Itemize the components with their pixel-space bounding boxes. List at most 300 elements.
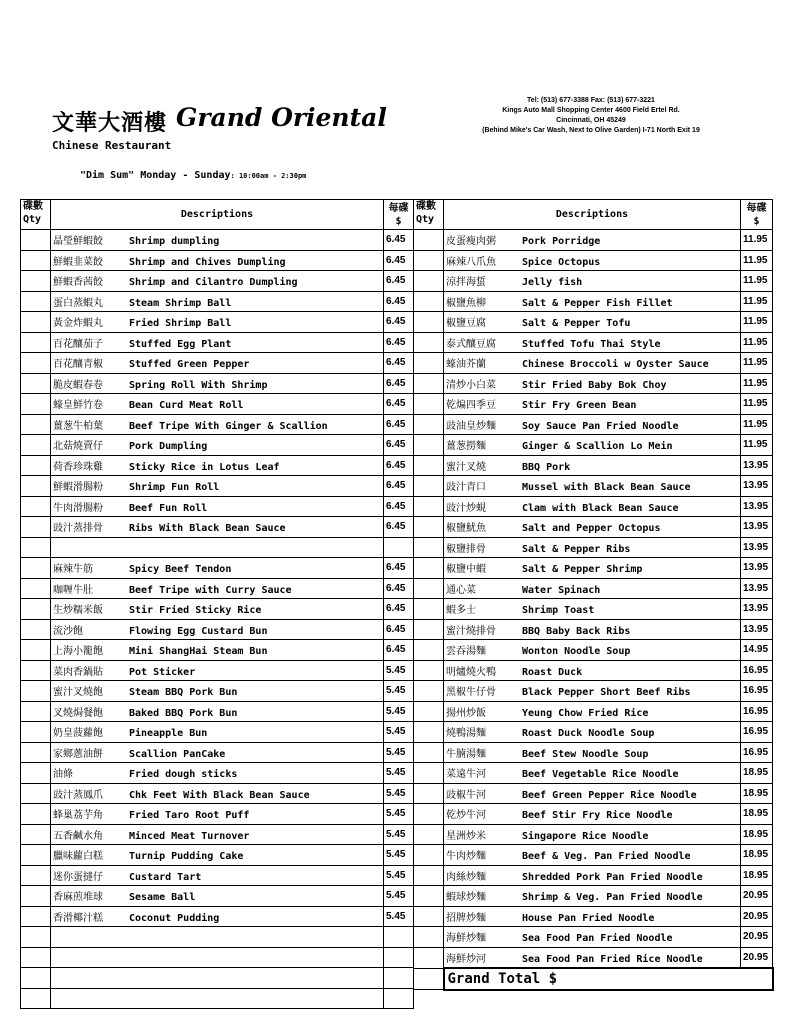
qty-cell[interactable] <box>21 353 51 374</box>
item-name-english: Baked BBQ Pork Bun <box>129 707 238 719</box>
description-cell <box>51 660 384 681</box>
price-cell: 6.45 <box>384 353 414 374</box>
item-name-english: Stir Fry Green Bean <box>522 400 637 412</box>
price-cell: 13.95 <box>741 558 773 579</box>
qty-cell[interactable] <box>414 373 444 394</box>
qty-cell[interactable] <box>414 312 444 333</box>
item-name-english: Mussel with Black Bean Sauce <box>522 482 691 494</box>
menu-item-row <box>21 558 414 579</box>
price-cell: 6.45 <box>384 517 414 538</box>
item-name-chinese: 香麻煎堆球 <box>53 892 103 904</box>
item-name-english: Salt & Pepper Ribs <box>522 543 631 555</box>
item-name-english: Coconut Pudding <box>129 912 220 924</box>
item-name-chinese: 生炒糯米飯 <box>53 605 103 617</box>
description-cell <box>444 394 741 415</box>
qty-cell[interactable] <box>414 496 444 517</box>
menu-item-row <box>21 865 414 886</box>
item-name-english: Spring Roll With Shrimp <box>129 379 268 391</box>
menu-item-row <box>21 783 414 804</box>
description-cell <box>51 619 384 640</box>
qty-cell[interactable] <box>21 701 51 722</box>
item-name-chinese: 黃金炸蝦丸 <box>53 318 103 330</box>
price-cell: 13.95 <box>741 517 773 538</box>
qty-cell[interactable] <box>414 250 444 271</box>
contact-info <box>455 96 727 136</box>
qty-cell[interactable] <box>21 271 51 292</box>
menu-item-row <box>21 312 414 333</box>
price-cell: 6.45 <box>384 230 414 251</box>
item-name-english: Shrimp dumpling <box>129 236 220 248</box>
qty-header-cn: 碟數 <box>416 201 436 212</box>
qty-cell[interactable] <box>414 291 444 312</box>
item-name-chinese: 海鮮炒河 <box>446 953 486 965</box>
qty-cell[interactable] <box>414 578 444 599</box>
price-cell: 11.95 <box>741 291 773 312</box>
price-cell: 6.45 <box>384 619 414 640</box>
description-cell <box>51 804 384 825</box>
menu-item-row <box>21 414 414 435</box>
qty-cell[interactable] <box>21 517 51 538</box>
item-name-chinese: 椒鹽豆腐 <box>446 318 486 330</box>
qty-cell[interactable] <box>414 558 444 579</box>
item-name-english: Stuffed Egg Plant <box>129 338 232 350</box>
description-cell <box>444 435 741 456</box>
item-name-english: Pork Dumpling <box>129 441 208 453</box>
price-cell: 11.95 <box>741 250 773 271</box>
description-cell <box>51 640 384 661</box>
price-cell: 5.45 <box>384 886 414 907</box>
menu-item-row <box>414 250 773 271</box>
price-cell: 5.45 <box>384 804 414 825</box>
item-name-chinese: 雲吞湯麵 <box>446 646 486 658</box>
qty-cell[interactable] <box>21 783 51 804</box>
price-cell: 13.95 <box>741 476 773 497</box>
description-cell <box>444 476 741 497</box>
price-cell: 14.95 <box>741 640 773 661</box>
description-cell <box>51 332 384 353</box>
item-name-chinese: 蝦多士 <box>446 605 476 617</box>
item-name-chinese: 通心菜 <box>446 584 476 596</box>
price-cell: 11.95 <box>741 373 773 394</box>
item-name-english: Pineapple Bun <box>129 728 208 740</box>
description-cell <box>51 230 384 251</box>
qty-cell[interactable] <box>21 476 51 497</box>
description-cell <box>444 865 741 886</box>
price-cell: 16.95 <box>741 701 773 722</box>
description-cell <box>51 353 384 374</box>
qty-cell[interactable] <box>414 537 444 558</box>
item-name-chinese: 豉汁炒蜆 <box>446 502 486 514</box>
contact-address: Kings Auto Mall Shopping Center 4600 Field Ertel Rd. <box>502 107 680 114</box>
menu-item-row <box>414 271 773 292</box>
qty-cell[interactable] <box>21 250 51 271</box>
item-name-chinese: 蛋白蒸蝦丸 <box>53 297 103 309</box>
item-name-english: Jelly fish <box>522 277 583 289</box>
menu-item-row <box>21 537 414 558</box>
menu-item-row <box>414 865 773 886</box>
qty-cell[interactable] <box>21 927 51 948</box>
description-cell <box>444 947 741 968</box>
item-name-english: Yeung Chow Fried Rice <box>522 707 649 719</box>
menu-item-row <box>21 353 414 374</box>
menu-item-row <box>414 312 773 333</box>
item-name-english: Fried Taro Root Puff <box>129 810 250 822</box>
descriptions-header: Descriptions <box>444 200 741 230</box>
item-name-english: Ginger & Scallion Lo Mein <box>522 441 673 453</box>
item-name-chinese: 蝦球炒麵 <box>446 892 486 904</box>
item-name-chinese: 上海小籠飽 <box>53 646 103 658</box>
price-header-cn: 每碟 <box>746 202 767 214</box>
item-name-english: Roast Duck <box>522 666 583 678</box>
qty-cell[interactable] <box>414 701 444 722</box>
price-cell: 5.45 <box>384 783 414 804</box>
menu-item-row <box>414 435 773 456</box>
item-name-english: Fried dough sticks <box>129 769 238 781</box>
item-name-chinese: 菜遠牛河 <box>446 769 486 781</box>
qty-cell[interactable] <box>414 927 444 948</box>
item-name-english: Sea Food Pan Fried Rice Noodle <box>522 953 703 965</box>
menu-item-row <box>414 599 773 620</box>
description-cell <box>444 312 741 333</box>
price-cell: 18.95 <box>741 845 773 866</box>
description-cell <box>444 906 741 927</box>
item-name-chinese: 蠔皇鮮竹卷 <box>53 400 103 412</box>
description-cell <box>444 886 741 907</box>
item-name-chinese: 牛肉炒麵 <box>446 851 486 863</box>
item-name-english: Sea Food Pan Fried Noodle <box>522 933 673 945</box>
description-cell <box>51 312 384 333</box>
qty-cell[interactable] <box>21 578 51 599</box>
price-cell <box>384 947 414 968</box>
menu-item-row <box>414 332 773 353</box>
qty-cell[interactable] <box>21 496 51 517</box>
description-cell <box>51 455 384 476</box>
menu-item-row <box>414 804 773 825</box>
item-name-english: Salt & Pepper Shrimp <box>522 564 643 576</box>
price-cell: 6.45 <box>384 640 414 661</box>
qty-cell[interactable] <box>21 435 51 456</box>
item-name-english: Clam with Black Bean Sauce <box>522 502 679 514</box>
description-cell <box>51 496 384 517</box>
qty-cell[interactable] <box>414 906 444 927</box>
item-name-english: Shrimp Fun Roll <box>129 482 220 494</box>
item-name-english: Ribs With Black Bean Sauce <box>129 523 286 535</box>
menu-item-row <box>414 558 773 579</box>
menu-item-row <box>21 845 414 866</box>
qty-cell[interactable] <box>21 230 51 251</box>
price-cell: 5.45 <box>384 701 414 722</box>
qty-cell[interactable] <box>21 558 51 579</box>
item-name-english: Pork Porridge <box>522 236 601 248</box>
price-cell: 5.45 <box>384 742 414 763</box>
price-cell: 20.95 <box>741 886 773 907</box>
item-name-english: Steam BBQ Pork Bun <box>129 687 238 699</box>
qty-cell[interactable] <box>21 845 51 866</box>
description-cell <box>444 763 741 784</box>
item-name-chinese: 蜜汁燒排骨 <box>446 625 496 637</box>
description-cell <box>51 271 384 292</box>
qty-cell[interactable] <box>414 660 444 681</box>
item-name-chinese: 皮蛋瘦肉粥 <box>446 236 496 248</box>
menu-item-row <box>21 947 414 968</box>
item-name-english: Stuffed Tofu Thai Style <box>522 338 661 350</box>
price-cell: 5.45 <box>384 906 414 927</box>
price-cell: 6.45 <box>384 394 414 415</box>
price-cell: 11.95 <box>741 332 773 353</box>
menu-item-row <box>414 517 773 538</box>
qty-cell[interactable] <box>21 804 51 825</box>
price-cell: 18.95 <box>741 763 773 784</box>
menu-item-row <box>21 476 414 497</box>
qty-cell[interactable] <box>414 886 444 907</box>
item-name-chinese: 乾煸四季豆 <box>446 400 496 412</box>
qty-cell[interactable] <box>21 394 51 415</box>
menu-item-row <box>21 763 414 784</box>
menu-item-row <box>21 271 414 292</box>
item-name-english: Beef Stew Noodle Soup <box>522 748 649 760</box>
qty-cell[interactable] <box>414 722 444 743</box>
description-cell <box>51 578 384 599</box>
item-name-chinese: 叉燒焗餐飽 <box>53 707 103 719</box>
menu-item-row <box>21 291 414 312</box>
dim-sum-hours <box>80 170 306 181</box>
menu-item-row <box>414 455 773 476</box>
qty-cell[interactable] <box>414 517 444 538</box>
description-cell <box>444 353 741 374</box>
qty-header-cn: 碟數 <box>23 201 43 212</box>
qty-cell[interactable] <box>21 681 51 702</box>
qty-cell[interactable] <box>414 947 444 968</box>
item-name-english: Shrimp and Chives Dumpling <box>129 256 286 268</box>
item-name-chinese: 蜜汁叉燒飽 <box>53 687 103 699</box>
price-cell: 11.95 <box>741 435 773 456</box>
description-cell <box>444 681 741 702</box>
price-header <box>384 200 414 230</box>
qty-cell[interactable] <box>21 291 51 312</box>
item-name-english: House Pan Fried Noodle <box>522 912 655 924</box>
qty-cell[interactable] <box>414 394 444 415</box>
qty-header <box>414 200 444 230</box>
qty-cell[interactable] <box>21 660 51 681</box>
qty-cell[interactable] <box>21 373 51 394</box>
item-name-chinese: 迷你蛋撻仔 <box>53 871 103 883</box>
description-cell <box>51 886 384 907</box>
price-cell: 11.95 <box>741 394 773 415</box>
qty-cell[interactable] <box>21 988 51 1009</box>
price-cell: 6.45 <box>384 558 414 579</box>
price-cell: 6.45 <box>384 271 414 292</box>
qty-cell[interactable] <box>21 455 51 476</box>
qty-cell[interactable] <box>414 804 444 825</box>
item-name-chinese: 黑椒牛仔骨 <box>446 687 496 699</box>
item-name-english: Salt & Pepper Tofu <box>522 318 631 330</box>
item-name-english: Salt and Pepper Octopus <box>522 523 661 535</box>
qty-cell[interactable] <box>414 845 444 866</box>
item-name-chinese: 麻辣八爪魚 <box>446 256 496 268</box>
qty-cell[interactable] <box>21 865 51 886</box>
item-name-chinese: 豉汁蒸排骨 <box>53 523 103 535</box>
item-name-english: BBQ Baby Back Ribs <box>522 625 631 637</box>
description-cell <box>444 599 741 620</box>
menu-item-row <box>21 496 414 517</box>
menu-item-row <box>21 968 414 989</box>
price-cell: 11.95 <box>741 353 773 374</box>
item-name-english: Beef Green Pepper Rice Noodle <box>522 789 697 801</box>
description-cell <box>444 578 741 599</box>
qty-cell[interactable] <box>414 640 444 661</box>
description-cell <box>444 722 741 743</box>
qty-cell[interactable] <box>414 476 444 497</box>
description-cell <box>51 681 384 702</box>
item-name-english: Flowing Egg Custard Bun <box>129 625 268 637</box>
item-name-chinese: 揚州炒飯 <box>446 707 486 719</box>
menu-item-row <box>414 660 773 681</box>
menu-item-row <box>414 414 773 435</box>
item-name-english: Sticky Rice in Lotus Leaf <box>129 461 280 473</box>
menu-item-row <box>21 701 414 722</box>
dim-sum-menu-table-right <box>413 199 774 991</box>
menu-item-row <box>414 373 773 394</box>
item-name-chinese: 椒鹽排骨 <box>446 543 486 555</box>
qty-header <box>21 200 51 230</box>
price-cell: 5.45 <box>384 845 414 866</box>
qty-cell[interactable] <box>414 332 444 353</box>
price-cell: 16.95 <box>741 742 773 763</box>
menu-item-row <box>21 599 414 620</box>
qty-cell[interactable] <box>21 537 51 558</box>
menu-item-row <box>21 435 414 456</box>
qty-cell[interactable] <box>414 742 444 763</box>
qty-cell[interactable] <box>21 886 51 907</box>
qty-cell[interactable] <box>21 414 51 435</box>
item-name-chinese: 明爐燒火鴨 <box>446 666 496 678</box>
menu-item-row <box>414 578 773 599</box>
item-name-english: Stir Fried Sticky Rice <box>129 605 262 617</box>
description-cell <box>51 476 384 497</box>
item-name-chinese: 菜肉香鍋貼 <box>53 666 103 678</box>
menu-item-row <box>414 742 773 763</box>
price-header-sym: $ <box>395 215 402 227</box>
qty-cell[interactable] <box>21 332 51 353</box>
menu-item-row <box>414 230 773 251</box>
price-cell: 20.95 <box>741 947 773 968</box>
description-cell <box>444 640 741 661</box>
menu-item-row <box>21 927 414 948</box>
description-cell <box>444 845 741 866</box>
price-cell: 6.45 <box>384 291 414 312</box>
price-cell: 13.95 <box>741 537 773 558</box>
qty-cell[interactable] <box>21 722 51 743</box>
qty-cell[interactable] <box>414 353 444 374</box>
qty-cell[interactable] <box>21 906 51 927</box>
menu-item-row <box>414 927 773 948</box>
item-name-chinese: 豉油皇炒麵 <box>446 420 496 432</box>
item-name-english: Shredded Pork Pan Fried Noodle <box>522 871 703 883</box>
qty-cell[interactable] <box>21 763 51 784</box>
menu-item-row <box>414 640 773 661</box>
item-name-english: Beef Tripe with Curry Sauce <box>129 584 292 596</box>
price-cell: 6.45 <box>384 599 414 620</box>
item-name-chinese: 麻辣牛筋 <box>53 564 93 576</box>
item-name-english: Beef Tripe With Ginger & Scallion <box>129 420 328 432</box>
description-cell <box>51 435 384 456</box>
description-cell <box>444 271 741 292</box>
description-cell <box>444 517 741 538</box>
qty-cell[interactable] <box>21 640 51 661</box>
menu-item-row <box>414 763 773 784</box>
menu-item-row <box>21 619 414 640</box>
item-name-english: Shrimp & Veg. Pan Fried Noodle <box>522 892 703 904</box>
menu-item-row <box>414 824 773 845</box>
item-name-english: Spicy Beef Tendon <box>129 564 232 576</box>
item-name-english: Beef & Veg. Pan Fried Noodle <box>522 851 691 863</box>
item-name-english: Wonton Noodle Soup <box>522 646 631 658</box>
item-name-english: Chinese Broccoli w Oyster Sauce <box>522 359 709 371</box>
qty-cell[interactable] <box>414 681 444 702</box>
description-cell <box>444 373 741 394</box>
qty-cell[interactable] <box>414 599 444 620</box>
item-name-english: Bean Curd Meat Roll <box>129 400 244 412</box>
qty-cell[interactable] <box>414 230 444 251</box>
item-name-english: Salt & Pepper Fish Fillet <box>522 297 673 309</box>
description-cell <box>51 845 384 866</box>
menu-item-row <box>414 681 773 702</box>
qty-cell[interactable] <box>21 824 51 845</box>
price-cell: 18.95 <box>741 804 773 825</box>
description-cell <box>51 537 384 558</box>
item-name-chinese: 荷香珍珠雞 <box>53 461 103 473</box>
qty-cell[interactable] <box>21 599 51 620</box>
item-name-chinese: 百花釀茄子 <box>53 338 103 350</box>
qty-cell[interactable] <box>414 865 444 886</box>
qty-cell[interactable] <box>21 947 51 968</box>
menu-item-row <box>21 640 414 661</box>
item-name-chinese: 鮮蝦香茜餃 <box>53 277 103 289</box>
restaurant-subtitle: Chinese Restaurant <box>52 139 172 152</box>
menu-item-row <box>21 906 414 927</box>
qty-cell <box>414 968 444 990</box>
price-cell: 13.95 <box>741 455 773 476</box>
menu-item-row <box>414 537 773 558</box>
item-name-english: Minced Meat Turnover <box>129 830 250 842</box>
qty-cell[interactable] <box>414 414 444 435</box>
grand-total-label[interactable]: Grand Total $ <box>444 968 773 990</box>
qty-cell[interactable] <box>414 435 444 456</box>
item-name-english: Custard Tart <box>129 871 202 883</box>
descriptions-header: Descriptions <box>51 200 384 230</box>
menu-item-row <box>414 496 773 517</box>
contact-city: Cincinnati, OH 45249 <box>556 117 626 124</box>
description-cell <box>51 373 384 394</box>
qty-cell[interactable] <box>414 619 444 640</box>
qty-cell[interactable] <box>21 312 51 333</box>
qty-cell[interactable] <box>414 783 444 804</box>
menu-item-row <box>21 373 414 394</box>
menu-item-row <box>21 517 414 538</box>
description-cell <box>444 332 741 353</box>
menu-item-row <box>21 824 414 845</box>
menu-item-row <box>21 332 414 353</box>
qty-cell[interactable] <box>414 763 444 784</box>
qty-cell[interactable] <box>21 742 51 763</box>
item-name-chinese: 薑葱牛柏葉 <box>53 420 103 432</box>
qty-cell[interactable] <box>21 968 51 989</box>
description-cell <box>51 783 384 804</box>
qty-cell[interactable] <box>414 271 444 292</box>
qty-cell[interactable] <box>414 824 444 845</box>
qty-cell[interactable] <box>414 455 444 476</box>
qty-cell[interactable] <box>21 619 51 640</box>
